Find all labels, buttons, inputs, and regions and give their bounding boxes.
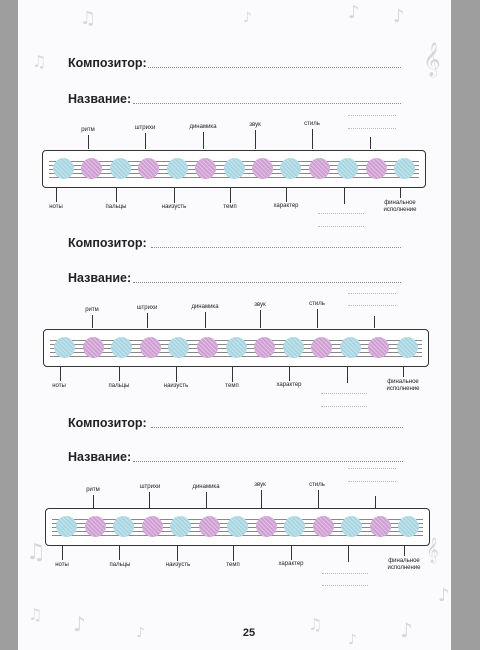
- progress-circle[interactable]: [113, 516, 134, 537]
- caption-character: характер: [278, 561, 304, 567]
- music-note-icon: ♫: [26, 540, 46, 565]
- progress-circle[interactable]: [195, 158, 216, 179]
- composer-blank[interactable]: [148, 67, 401, 68]
- progress-circle[interactable]: [56, 516, 77, 537]
- progress-circle[interactable]: [394, 158, 415, 179]
- caption-dynamics: динамика: [189, 124, 217, 130]
- music-note-icon: ♪: [400, 618, 413, 642]
- music-note-icon: ♫: [28, 605, 43, 624]
- progress-circle[interactable]: [366, 158, 387, 179]
- progress-circle[interactable]: [283, 337, 304, 358]
- caption-dynamics: динамика: [192, 484, 220, 490]
- caption-character: характер: [273, 203, 299, 209]
- treble-clef-icon: 𝄞: [426, 538, 440, 563]
- workbook-page: [18, 0, 451, 650]
- caption-rhythm: ритм: [86, 487, 100, 493]
- progress-circle[interactable]: [110, 158, 131, 179]
- caption-strokes: штрихи: [134, 125, 156, 131]
- progress-strip: [43, 329, 429, 367]
- caption-final: финальное исполнение: [387, 558, 421, 571]
- progress-circle[interactable]: [280, 158, 301, 179]
- music-note-icon: ♪: [243, 10, 252, 26]
- music-note-icon: ♪: [438, 585, 450, 606]
- caption-strokes: штрихи: [139, 484, 161, 490]
- music-note-icon: ♫: [80, 8, 97, 29]
- caption-tempo: темп: [223, 204, 237, 210]
- progress-circle[interactable]: [226, 337, 247, 358]
- progress-circle[interactable]: [368, 337, 389, 358]
- composer-blank[interactable]: [151, 427, 403, 428]
- caption-fingering: пальцы: [109, 562, 131, 568]
- caption-fingering: пальцы: [105, 204, 127, 210]
- caption-dynamics: динамика: [191, 304, 219, 310]
- music-note-icon: ♪: [348, 2, 360, 23]
- caption-character: характер: [276, 382, 302, 388]
- progress-circle[interactable]: [340, 337, 361, 358]
- progress-circle[interactable]: [167, 158, 188, 179]
- composer-blank[interactable]: [151, 247, 401, 248]
- progress-circle[interactable]: [54, 337, 75, 358]
- progress-circle[interactable]: [309, 158, 330, 179]
- page-number: 25: [242, 627, 256, 639]
- progress-circle[interactable]: [398, 516, 419, 537]
- caption-notes: ноты: [49, 204, 63, 210]
- progress-circle[interactable]: [337, 158, 358, 179]
- music-note-icon: ♪: [136, 625, 145, 641]
- progress-circle[interactable]: [256, 516, 277, 537]
- progress-circle[interactable]: [111, 337, 132, 358]
- music-note-icon: ♪: [393, 6, 405, 27]
- composer-label: Композитор:: [68, 416, 147, 430]
- progress-circle[interactable]: [142, 516, 163, 537]
- faint-line: [348, 128, 396, 129]
- caption-sound: звук: [254, 302, 266, 308]
- caption-sound: звук: [249, 122, 261, 128]
- title-label: Название:: [68, 92, 132, 106]
- progress-circle[interactable]: [85, 516, 106, 537]
- progress-circle[interactable]: [168, 337, 189, 358]
- faint-line: [348, 115, 396, 116]
- progress-circle[interactable]: [81, 158, 102, 179]
- title-blank[interactable]: [133, 282, 401, 283]
- title-label: Название:: [68, 450, 132, 464]
- progress-circle[interactable]: [284, 516, 305, 537]
- caption-sound: звук: [254, 482, 266, 488]
- progress-circle[interactable]: [397, 337, 418, 358]
- title-blank[interactable]: [133, 103, 401, 104]
- progress-circle[interactable]: [227, 516, 248, 537]
- composer-label: Композитор:: [68, 236, 147, 250]
- title-blank[interactable]: [133, 461, 403, 462]
- caption-tempo: темп: [225, 383, 239, 389]
- caption-style: стиль: [309, 482, 325, 488]
- progress-circle[interactable]: [170, 516, 191, 537]
- progress-circle[interactable]: [197, 337, 218, 358]
- caption-rhythm: ритм: [81, 127, 95, 133]
- caption-notes: ноты: [52, 383, 66, 389]
- progress-circle[interactable]: [252, 158, 273, 179]
- caption-style: стиль: [309, 301, 325, 307]
- treble-clef-icon: 𝄞: [423, 42, 441, 77]
- progress-circle[interactable]: [140, 337, 161, 358]
- progress-circle[interactable]: [311, 337, 332, 358]
- caption-tempo: темп: [226, 562, 240, 568]
- caption-style: стиль: [304, 121, 320, 127]
- music-note-icon: ♫: [32, 52, 47, 71]
- progress-circle[interactable]: [138, 158, 159, 179]
- progress-circle[interactable]: [313, 516, 334, 537]
- progress-circle[interactable]: [341, 516, 362, 537]
- caption-notes: ноты: [55, 562, 69, 568]
- progress-strip: [45, 508, 430, 546]
- music-note-icon: ♪: [73, 612, 86, 636]
- music-note-icon: ♪: [348, 632, 357, 648]
- caption-fingering: пальцы: [108, 383, 130, 389]
- progress-circle[interactable]: [224, 158, 245, 179]
- progress-circle[interactable]: [53, 158, 74, 179]
- title-label: Название:: [68, 271, 132, 285]
- progress-circle[interactable]: [199, 516, 220, 537]
- caption-rhythm: ритм: [85, 307, 99, 313]
- composer-label: Композитор:: [68, 56, 147, 70]
- caption-strokes: штрихи: [136, 305, 158, 311]
- progress-circle[interactable]: [83, 337, 104, 358]
- caption-by-heart: наизусть: [165, 562, 191, 568]
- caption-by-heart: наизусть: [163, 383, 189, 389]
- music-note-icon: ♫: [308, 615, 323, 634]
- caption-final: финальное исполнение: [386, 379, 420, 392]
- caption-by-heart: наизусть: [161, 204, 187, 210]
- caption-final: финальное исполнение: [383, 200, 417, 213]
- progress-circle[interactable]: [254, 337, 275, 358]
- progress-circle[interactable]: [370, 516, 391, 537]
- progress-strip: [42, 150, 426, 188]
